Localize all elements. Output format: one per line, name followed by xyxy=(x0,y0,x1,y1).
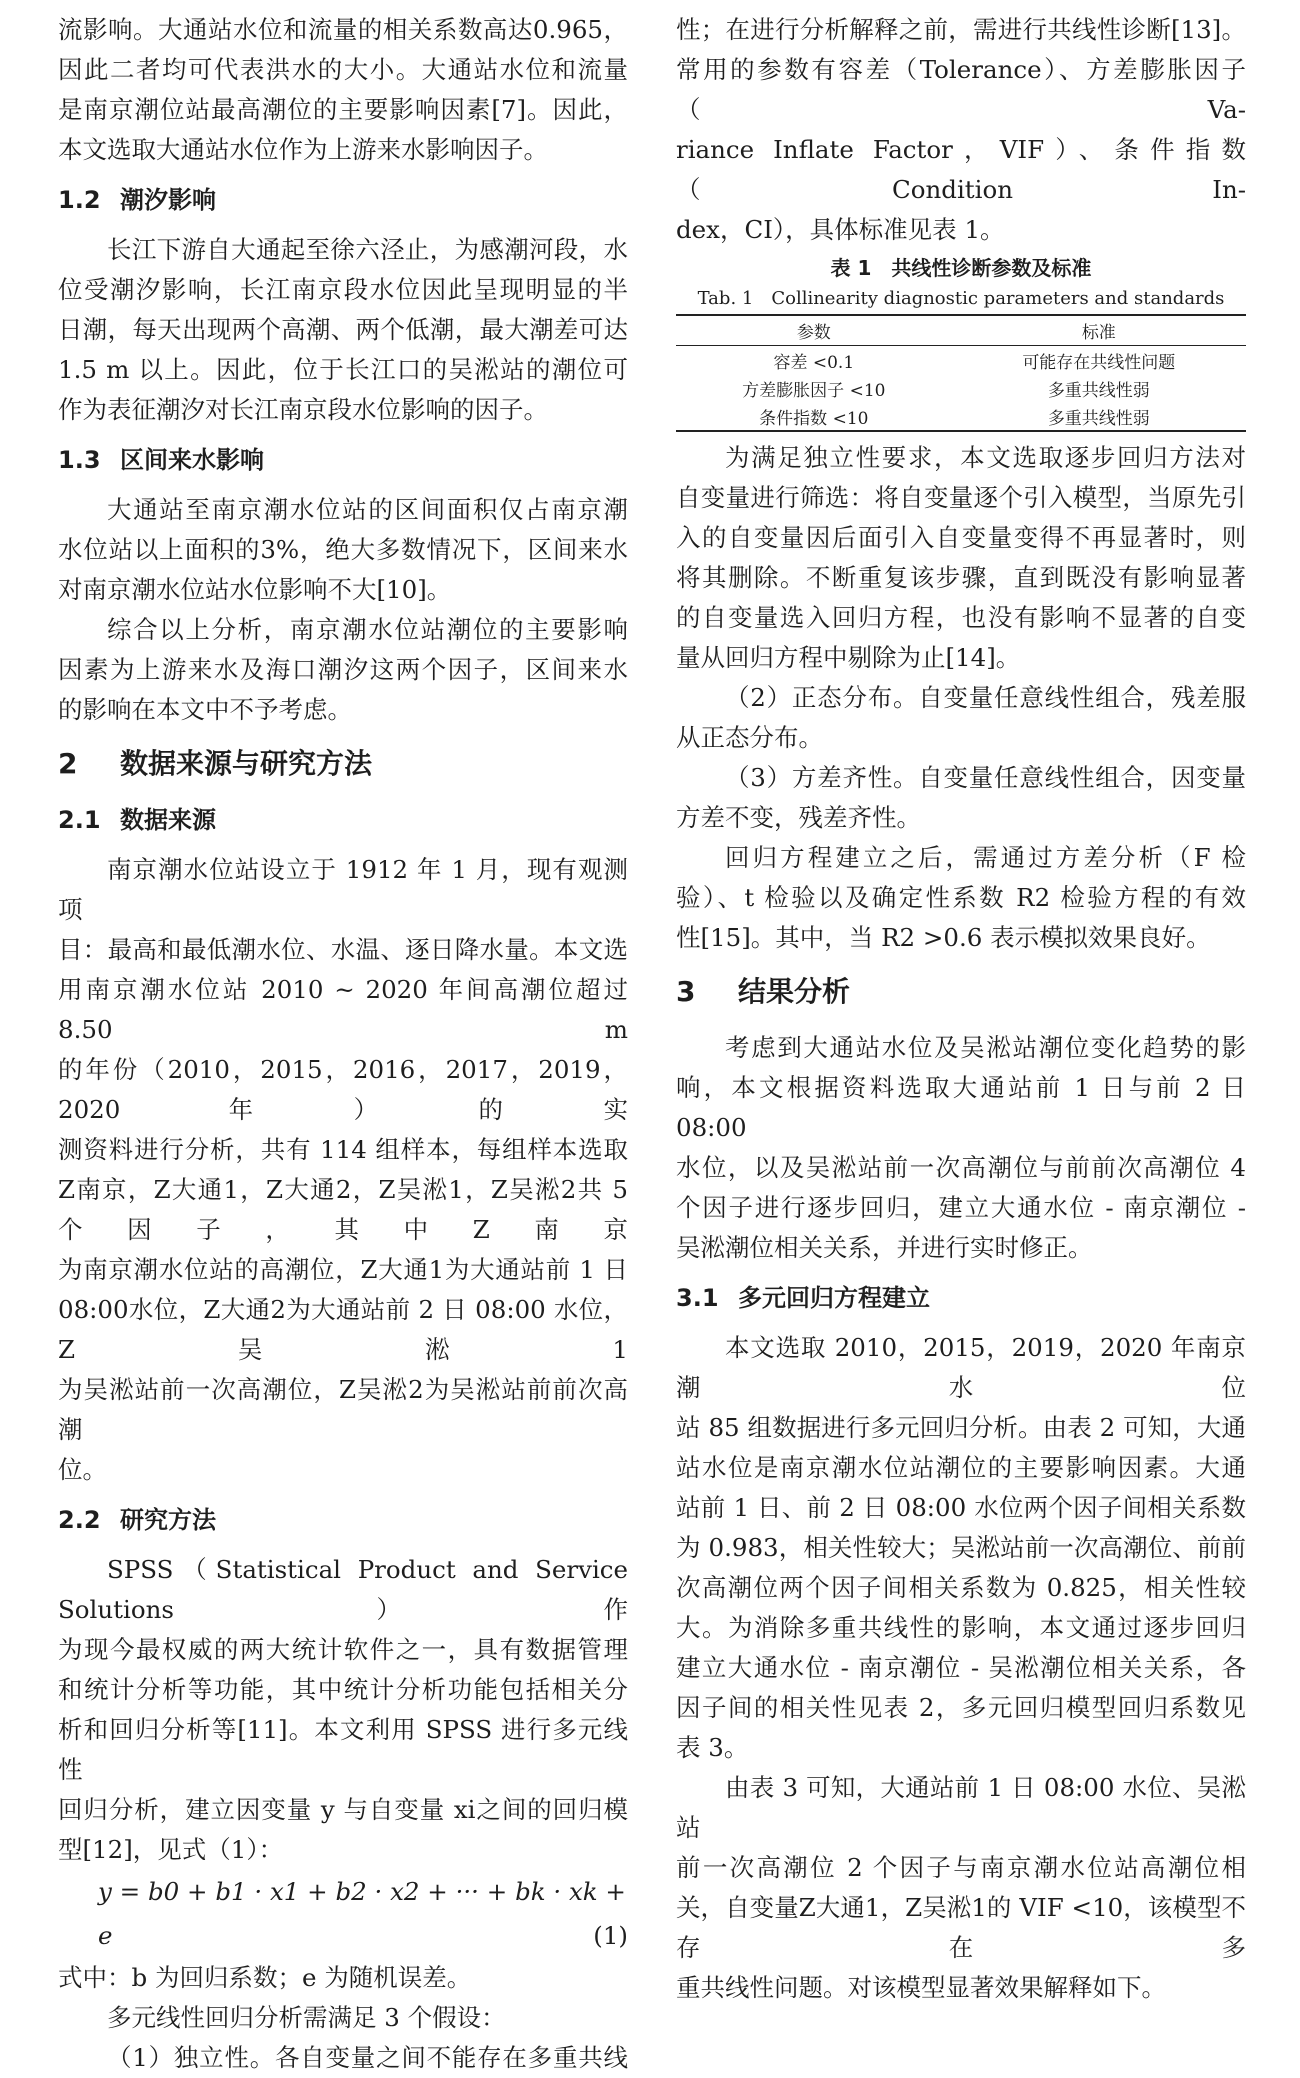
text-line: 为吴淞站前一次高潮位，Z吴淞2为吴淞站前前次高潮 xyxy=(58,1375,628,1444)
text-line: 为南京潮水位站的高潮位，Z大通1为大通站前 1 日 xyxy=(58,1255,628,1284)
table-row xyxy=(676,374,1246,402)
text-line: 用南京潮水位站 2010 ~ 2020 年间高潮位超过 8.50 m xyxy=(58,975,628,1044)
table-cell: 可能存在共线性问题 xyxy=(1022,352,1176,373)
section-title: 数据来源与研究方法 xyxy=(120,747,373,780)
section-title: 多元回归方程建立 xyxy=(738,1284,930,1312)
section-heading-2 xyxy=(58,742,628,786)
paragraph-validation xyxy=(676,838,1246,958)
paragraph-stepwise-regression xyxy=(676,438,1246,678)
paragraph-data-source xyxy=(58,850,628,1490)
section-title: 结果分析 xyxy=(738,975,851,1008)
table-row xyxy=(676,346,1246,375)
section-title: 潮汐影响 xyxy=(120,186,216,214)
paragraph-flood-correlation xyxy=(58,10,628,170)
table-cell: 多重共线性弱 xyxy=(952,402,1246,431)
text-line: 综合以上分析，南京潮水位站潮位的主要影响 xyxy=(107,615,628,644)
table-cell: 多重共线性弱 xyxy=(1047,380,1150,401)
text-line: 关，自变量Z大通1，Z吴淞1的 VIF <10，该模型不存在多 xyxy=(676,1893,1246,1962)
text-line: 测资料进行分析，共有 114 组样本，每组样本选取 xyxy=(58,1135,628,1164)
text-line: 响，本文根据资料选取大通站前 1 日与前 2 日08:00 xyxy=(676,1073,1246,1142)
text-line: 作为表征潮汐对长江南京段水位影响的因子。 xyxy=(58,395,548,424)
text-line: 水位站以上面积的3%，绝大多数情况下，区间来水 xyxy=(58,535,628,564)
text-line: 吴淞潮位相关关系，并进行实时修正。 xyxy=(676,1233,1093,1262)
section-number: 3 xyxy=(676,975,696,1008)
text-line: 重共线性问题。对该模型显著效果解释如下。 xyxy=(676,1973,1166,2002)
text-line: 回归分析，建立因变量 y 与自变量 xi之间的回归模 xyxy=(58,1795,628,1824)
paragraph-regression-setup xyxy=(676,1328,1246,1768)
text-line: 性[15]。其中，当 R2 >0.6 表示模拟效果良好。 xyxy=(676,923,1211,952)
text-line: 常用的参数有容差（Tolerance）、方差膨胀因子（Va- xyxy=(676,55,1246,124)
text-line: 南京潮水位站设立于 1912 年 1 月，现有观测项 xyxy=(58,855,628,924)
section-heading-3 xyxy=(676,970,1246,1014)
section-number: 1.2 xyxy=(58,186,101,214)
text-line: 08:00水位，Z大通2为大通站前 2 日 08:00 水位，Z吴淞1 xyxy=(58,1295,628,1364)
paragraph-homoscedasticity xyxy=(676,758,1246,838)
text-line: 验）、t 检验以及确定性系数 R2 检验方程的有效 xyxy=(676,883,1246,912)
section-number: 3.1 xyxy=(676,1284,719,1312)
text-line: 从正态分布。 xyxy=(676,723,823,752)
paragraph-collinearity xyxy=(676,10,1246,250)
text-line: riance Inflate Factor，VIF）、条件指数（Condition In- xyxy=(676,135,1246,204)
text-line: 考虑到大通站水位及吴淞站潮位变化趋势的影 xyxy=(725,1033,1246,1062)
text-line: 多元线性回归分析需满足 3 个假设： xyxy=(107,2003,506,2032)
text-line: 水位，以及吴淞站前一次高潮位与前前次高潮位 4 xyxy=(676,1153,1246,1182)
text-line: 自变量进行筛选：将自变量逐个引入模型，当原先引 xyxy=(676,483,1246,512)
section-heading-3-1 xyxy=(676,1278,1246,1318)
section-title: 研究方法 xyxy=(120,1506,216,1534)
text-line: 将其删除。不断重复该步骤，直到既没有影响显著 xyxy=(676,563,1246,592)
text-line: 站 85 组数据进行多元回归分析。由表 2 可知，大通 xyxy=(676,1413,1246,1442)
text-line: 站水位是南京潮水位站潮位的主要影响因素。大通 xyxy=(676,1453,1246,1482)
text-line: 长江下游自大通起至徐六泾止，为感潮河段，水 xyxy=(107,235,628,264)
text-line: 流影响。大通站水位和流量的相关系数高达0.965， xyxy=(58,15,628,44)
equation-number: (1) xyxy=(593,1921,628,1950)
text-line: 建立大通水位 - 南京潮位 - 吴淞潮位相关关系，各 xyxy=(676,1653,1246,1682)
text-line: 因此二者均可代表洪水的大小。大通站水位和流量 xyxy=(58,55,628,84)
text-line: 型[12]，见式（1）： xyxy=(58,1835,284,1864)
section-heading-2-1 xyxy=(58,800,628,840)
text-line: （1）独立性。各自变量之间不能存在多重共线 xyxy=(107,2043,628,2072)
paragraph-equation-note xyxy=(58,1958,628,1998)
text-line: 目：最高和最低潮水位、水温、逐日降水量。本文选 xyxy=(58,935,628,964)
equation-body: y = b0 + b1 · x1 + b2 · x2 + ··· + bk · xk + e xyxy=(98,1877,626,1950)
table-header-row xyxy=(676,315,1246,346)
text-line: 由表 3 可知，大通站前 1 日 08:00 水位、吴淞站 xyxy=(676,1773,1246,1842)
text-line: 析和回归分析等[11]。本文利用 SPSS 进行多元线性 xyxy=(58,1715,628,1784)
text-line: 的自变量选入回归方程，也没有影响不显著的自变 xyxy=(676,603,1246,632)
table-cell: 条件指数 <10 xyxy=(676,402,952,431)
paragraph-assumptions xyxy=(58,1998,628,2038)
table-1-caption xyxy=(676,252,1246,314)
text-line: 站前 1 日、前 2 日 08:00 水位两个因子间相关系数 xyxy=(676,1493,1246,1522)
text-line: 本文选取 2010，2015，2019，2020 年南京潮水位 xyxy=(676,1333,1246,1402)
section-number: 2.1 xyxy=(58,806,101,834)
paragraph-research-method xyxy=(58,1550,628,1870)
paragraph-interval-inflow xyxy=(58,490,628,610)
text-line: （2）正态分布。自变量任意线性组合，残差服 xyxy=(725,683,1246,712)
text-line: 前一次高潮位 2 个因子与南京潮水位站高潮位相 xyxy=(676,1853,1246,1882)
table-header-cell: 参数 xyxy=(676,315,952,346)
paragraph-summary xyxy=(58,610,628,730)
text-line: 性；在进行分析解释之前，需进行共线性诊断[13]。 xyxy=(676,15,1246,44)
text-line: 对南京潮水位站水位影响不大[10]。 xyxy=(58,575,452,604)
text-line: 位。 xyxy=(58,1455,107,1484)
text-line: 位受潮汐影响，长江南京段水位因此呈现明显的半 xyxy=(58,275,628,304)
text-line: 表 3。 xyxy=(676,1733,749,1762)
paragraph-normality xyxy=(676,678,1246,758)
equation-1 xyxy=(58,1870,628,1958)
text-line: 的年份（2010，2015，2016，2017，2019，2020 年）的实 xyxy=(58,1055,628,1124)
paragraph-independence xyxy=(58,2038,628,2078)
text-line: 大。为消除多重共线性的影响，本文通过逐步回归 xyxy=(676,1613,1246,1642)
text-line: 为现今最权威的两大统计软件之一，具有数据管理 xyxy=(58,1635,628,1664)
paragraph-regression-result xyxy=(676,1768,1246,2008)
table-caption-english: Tab. 1 Collinearity diagnostic parameters and standards xyxy=(697,288,1225,309)
text-line: dex，CI），具体标准见表 1。 xyxy=(676,215,1005,244)
text-line: 回归方程建立之后，需通过方差分析（F 检 xyxy=(725,843,1246,872)
section-heading-1-3 xyxy=(58,440,628,480)
table-header-cell: 标准 xyxy=(952,315,1246,346)
left-column xyxy=(58,10,628,2078)
table-cell: 方差膨胀因子 <10 xyxy=(742,380,886,401)
section-number: 2 xyxy=(58,747,78,780)
text-line: 入的自变量因后面引入自变量变得不再显著时，则 xyxy=(676,523,1246,552)
text-line: 是南京潮位站最高潮位的主要影响因素[7]。因此， xyxy=(58,95,628,124)
text-line: 1.5 m 以上。因此，位于长江口的吴淞站的潮位可 xyxy=(58,355,628,384)
paragraph-tide xyxy=(58,230,628,430)
text-line: 大通站至南京潮水位站的区间面积仅占南京潮 xyxy=(107,495,628,524)
text-line: SPSS（Statistical Product and Service Solutions）作 xyxy=(58,1555,628,1624)
text-line: 方差不变，残差齐性。 xyxy=(676,803,921,832)
text-line: 量从回归方程中剔除为止[14]。 xyxy=(676,643,1021,672)
text-line: 日潮，每天出现两个高潮、两个低潮，最大潮差可达 xyxy=(58,315,628,344)
text-line: 本文选取大通站水位作为上游来水影响因子。 xyxy=(58,135,548,164)
table-row xyxy=(676,402,1246,431)
section-title: 区间来水影响 xyxy=(120,446,264,474)
text-line: 和统计分析等功能，其中统计分析功能包括相关分 xyxy=(58,1675,628,1704)
text-line: 因子间的相关性见表 2，多元回归模型回归系数见 xyxy=(676,1693,1246,1722)
paragraph-results-intro xyxy=(676,1028,1246,1268)
text-line: 因素为上游来水及海口潮汐这两个因子，区间来水 xyxy=(58,655,628,684)
table-1 xyxy=(676,314,1246,432)
text-line: （3）方差齐性。自变量任意线性组合，因变量 xyxy=(725,763,1246,792)
section-heading-1-2 xyxy=(58,180,628,220)
section-title: 数据来源 xyxy=(120,806,216,834)
table-cell: 容差 <0.1 xyxy=(773,352,855,373)
text-line: Z南京，Z大通1，Z大通2，Z吴淞1，Z吴淞2共 5 个因子，其中Z南京 xyxy=(58,1175,628,1244)
text-line: 的影响在本文中不予考虑。 xyxy=(58,695,352,724)
text-line: 为 0.983，相关性较大；吴淞站前一次高潮位、前前 xyxy=(676,1533,1246,1562)
text-line: 式中：b 为回归系数；e 为随机误差。 xyxy=(58,1963,472,1992)
right-column xyxy=(676,10,1246,2008)
section-number: 1.3 xyxy=(58,446,101,474)
table-caption-chinese: 表 1 共线性诊断参数及标准 xyxy=(830,256,1092,280)
text-line: 次高潮位两个因子间相关系数为 0.825，相关性较 xyxy=(676,1573,1246,1602)
text-line: 个因子进行逐步回归，建立大通水位 - 南京潮位 - xyxy=(676,1193,1246,1222)
text-line: 为满足独立性要求，本文选取逐步回归方法对 xyxy=(725,443,1246,472)
section-number: 2.2 xyxy=(58,1506,101,1534)
section-heading-2-2 xyxy=(58,1500,628,1540)
